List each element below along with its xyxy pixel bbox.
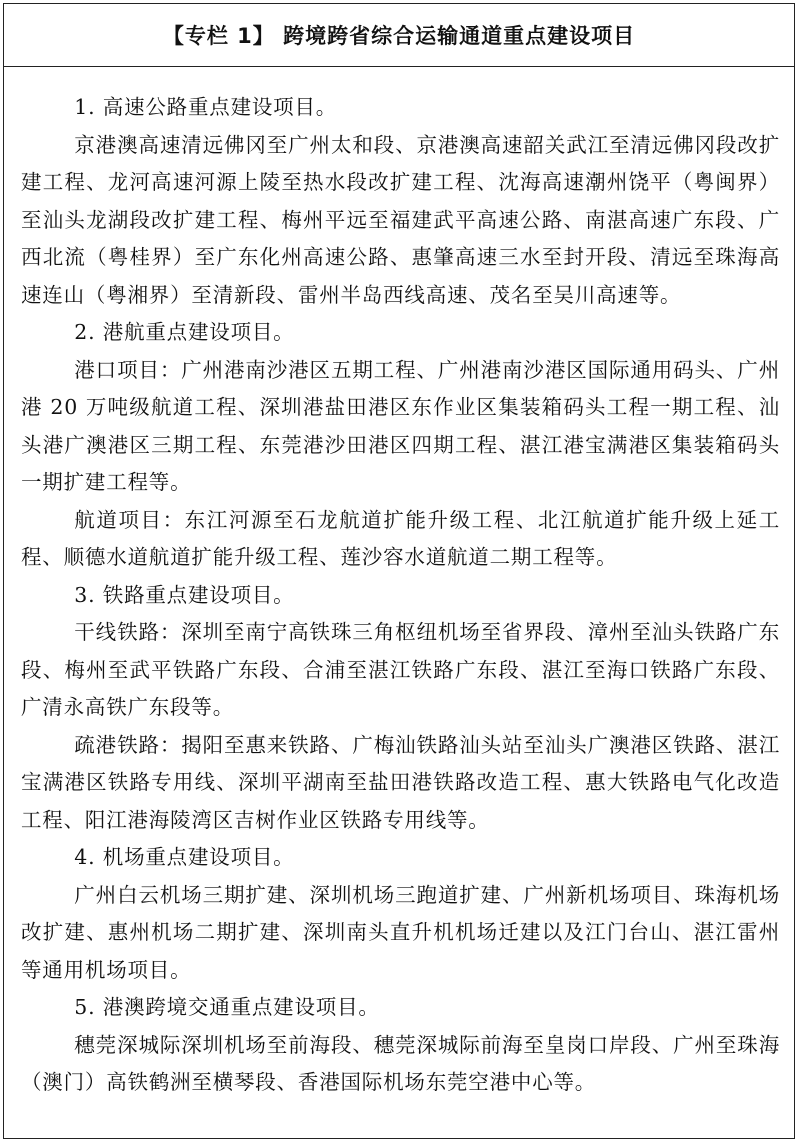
section-heading: 3. 铁路重点建设项目。 [74, 582, 295, 607]
section-highway [21, 89, 780, 314]
section-paragraph: 京港澳高速清远佛冈至广州太和段、京港澳高速韶关武江至清远佛冈段改扩建工程、龙河高速河源上陵至热水段改扩建工程、沈海高速潮州饶平（粤闽界）至汕头龙湖段改扩建工程、梅州平远至福建武平高速公路、南湛高速广东段、广西北流（粤桂界）至广东化州高速公路、惠肇高速三水至封开段、清远至珠海高速连山（粤湘界）至清新段、雷州半岛西线高速、茂名至吴川高速等。 [21, 132, 780, 307]
section-paragraph: 干线铁路：深圳至南宁高铁珠三角枢纽机场至省界段、漳州至汕头铁路广东段、梅州至武平铁路广东段、合浦至湛江铁路广东段、湛江至海口铁路广东段、广清永高铁广东段等。 [21, 620, 780, 719]
section-port-waterway [21, 314, 780, 577]
section-paragraph: 穗莞深城际深圳机场至前海段、穗莞深城际前海至皇岗口岸段、广州至珠海（澳门）高铁鹤洲至横琴段、香港国际机场东莞空港中心等。 [21, 1032, 780, 1094]
section-airport [21, 839, 780, 989]
section-paragraph: 疏港铁路：揭阳至惠来铁路、广梅汕铁路汕头站至汕头广澳港区铁路、湛江宝满港区铁路专用线、深圳平湖南至盐田港铁路改造工程、惠大铁路电气化改造工程、阳江港海陵湾区吉树作业区铁路专用线等。 [21, 732, 780, 832]
section-heading: 1. 高速公路重点建设项目。 [74, 95, 338, 119]
column-title: 【专栏 1】 跨境跨省综合运输通道重点建设项目 [4, 4, 794, 67]
section-heading: 2. 港航重点建设项目。 [74, 320, 295, 344]
section-heading: 4. 机场重点建设项目。 [74, 845, 295, 869]
column-box [3, 3, 795, 1139]
column-content [4, 67, 794, 1102]
section-hk-macao [21, 989, 780, 1102]
section-paragraph: 港口项目：广州港南沙港区五期工程、广州港南沙港区国际通用码头、广州港 20 万吨级航道工程、深圳港盐田港区东作业区集装箱码头工程一期工程、汕头港广澳港区三期工程、东莞港沙田港区四期工程、湛江港宝满港区集装箱码头一期扩建工程等。 [21, 357, 780, 494]
section-railway [21, 577, 780, 840]
section-paragraph: 航道项目：东江河源至石龙航道扩能升级工程、北江航道扩能升级上延工程、顺德水道航道扩能升级工程、莲沙容水道航道二期工程等。 [21, 507, 780, 569]
section-heading: 5. 港澳跨境交通重点建设项目。 [74, 995, 380, 1019]
section-paragraph: 广州白云机场三期扩建、深圳机场三跑道扩建、广州新机场项目、珠海机场改扩建、惠州机场二期扩建、深圳南头直升机机场迁建以及江门台山、湛江雷州等通用机场项目。 [21, 882, 780, 982]
